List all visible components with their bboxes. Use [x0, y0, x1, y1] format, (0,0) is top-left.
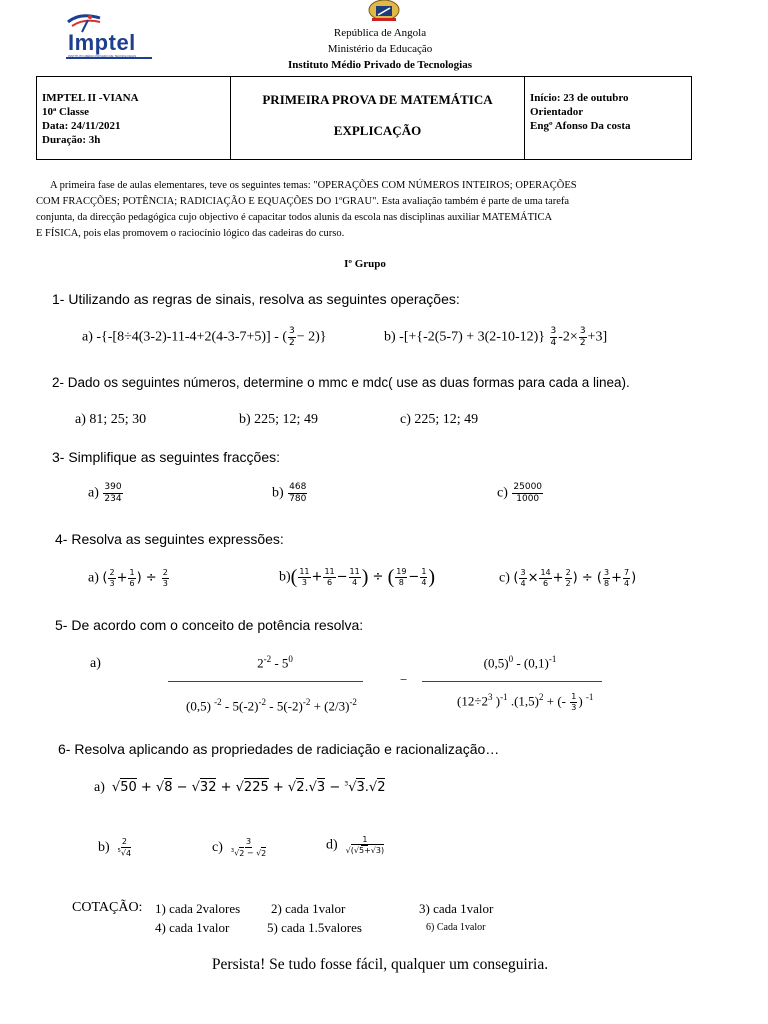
- q1-b-end: +3]: [587, 329, 608, 345]
- q1-a-expr: a) -{-[8÷4(3-2)-11-4+2(4-3-7+5)] - (: [82, 329, 287, 345]
- q5-line2: [422, 681, 602, 682]
- q5-minus: −: [400, 672, 408, 687]
- advisor-label: Orientador: [530, 106, 584, 118]
- q4-c: c) ( $\frac{3}{4}$ × $\frac{14}{6}$ + $\frac{2}{2}$ ) ÷ ( $\frac{3}{8}$ + $\frac{7}{4}$ ): [499, 568, 637, 588]
- cotacao-1: 1) cada 2valores: [155, 901, 241, 916]
- header-institute: Instituto Médio Privado de Tecnologias: [288, 59, 472, 71]
- school-name: IMPTEL II -VIANA: [42, 92, 139, 104]
- fraction: $\frac{3}{^3√2 - √2}$: [230, 837, 267, 858]
- fraction: $\frac{3}{4}$: [550, 326, 557, 348]
- class-label: 10ª Classe: [42, 106, 89, 118]
- cotacao-5: 5) cada 1.5valores: [267, 920, 362, 935]
- info-box: [36, 76, 692, 160]
- fraction: $\frac{390}{234}$: [104, 482, 122, 504]
- duration-label: Duração: 3h: [42, 134, 101, 146]
- cotacao-3: 3) cada 1valor: [419, 901, 494, 916]
- q1-text: 1- Utilizando as regras de sinais, resolva as seguintes operações:: [52, 291, 460, 307]
- intro-line-3: conjunta, da direcção pedagógica cujo objectivo é capacitar todos alunis da escola nas disciplinas auxiliar MATEMÁTICA: [36, 212, 553, 223]
- start-date: Início: 23 de outubro: [530, 92, 629, 104]
- advisor-name: Engº Afonso Da costa: [530, 120, 631, 132]
- fraction: $\frac{2}{2}$: [565, 568, 571, 588]
- q4-a: a) ( $\frac{2}{3}$ + $\frac{1}{6}$ ) ÷ $\frac{2}{3}$: [88, 568, 168, 588]
- info-divider-left: [230, 77, 231, 159]
- date-label: Data: 24/11/2021: [42, 120, 121, 132]
- q3-b: b) $\frac{468}{780}$: [272, 482, 307, 504]
- header-ministry: Ministério da Educação: [327, 43, 433, 55]
- q1-b-expr: b) -[+{-2(5-7) + 3(2-10-12)}: [384, 329, 546, 345]
- logo-text: Imptel: [68, 30, 136, 55]
- q5-line1: [168, 681, 363, 682]
- fraction: $\frac{3}{8}$: [603, 568, 610, 588]
- fraction: $\frac{11}{3}$: [299, 567, 310, 587]
- cotacao-4: 4) cada 1valor: [155, 920, 230, 935]
- cotacao-2: 2) cada 1valor: [271, 901, 346, 916]
- q2-b: b) 225; 12; 49: [239, 412, 318, 427]
- cotacao-6: 6) Cada 1valor: [426, 922, 486, 933]
- imptel-logo: [60, 8, 160, 63]
- footer-motto: Persista! Se tudo fosse fácil, qualquer um conseguiria.: [211, 956, 549, 973]
- intro-line-2: COM FRACÇÕES; POTÊNCIA; RADICIAÇÃO E EQUAÇÕES DO 1ºGRAU". Esta avaliação também é parte de uma tarefa: [36, 196, 570, 207]
- q5-den1: (0,5) $^{-2} - 5(-2)^{-2} - 5(-2)^{-2} + (2/3)^{-2}$: [186, 697, 357, 714]
- exam-title: PRIMEIRA PROVA DE MATEMÁTICA: [262, 92, 493, 107]
- fraction: $\frac{2}{3}$: [162, 568, 168, 588]
- header-republic: República de Angola: [333, 27, 427, 39]
- fraction: $\frac{11}{6}$: [324, 567, 335, 587]
- q3-a: a) $\frac{390}{234}$: [88, 482, 122, 504]
- fraction: $\frac{14}{6}$: [540, 568, 551, 588]
- fraction: $\frac{1}{4}$: [421, 567, 427, 587]
- q6-a: a) √50 + √8 − √32 + √225 + √2.√3 − $^3$√3.√2: [94, 780, 386, 795]
- q4-b: b)( $\frac{11}{3}$ + $\frac{11}{6}$ − $\frac{11}{4}$ ) ÷ ( $\frac{19}{8}$ − $\frac{1}{4}$ ): [279, 566, 436, 588]
- q1-a: [82, 327, 327, 348]
- fraction: $\frac{2}{^5√4}$: [117, 837, 132, 858]
- fraction: $\frac{3}{2}$: [579, 326, 586, 348]
- intro-line-4: E FÍSICA, pois elas promovem o raciocínio lógico das cadeiras do curso.: [36, 228, 345, 239]
- q6-d: d) $\frac{1}{√(√5+√3)}$: [326, 835, 385, 855]
- fraction: $\frac{468}{780}$: [289, 482, 307, 504]
- info-right: [530, 91, 631, 133]
- fraction: $\frac{1}{6}$: [129, 568, 135, 588]
- emblem-icon: [366, 0, 402, 24]
- q1-a-end: − 2)}: [296, 329, 327, 345]
- fraction: $\frac{3}{4}$: [520, 568, 526, 588]
- q6-c: c) $\frac{3}{^3√2 - √2}$: [212, 837, 267, 858]
- info-left: [42, 91, 139, 147]
- q5-text: 5- De acordo com o conceito de potência resolva:: [55, 617, 364, 633]
- q5-a-label: a): [90, 656, 101, 671]
- fraction: $\frac{3}{2}$: [288, 326, 295, 348]
- fraction: $\frac{2}{3}$: [109, 568, 115, 588]
- logo-tagline: INSTITUTO MÉDIO PRIVADO DE TECNOLOGIAS: [68, 54, 137, 58]
- fraction: $\frac{7}{4}$: [623, 568, 630, 588]
- q6-b: b) $\frac{2}{^5√4}$: [98, 837, 132, 858]
- fraction: $\frac{25000}{1000}$: [513, 482, 543, 504]
- q6-text: 6- Resolva aplicando as propriedades de radiciação e racionalização…: [58, 741, 500, 757]
- q5-num2: $(0,5)^0 - (0,1)^{-1}$: [483, 654, 557, 671]
- angola-emblem: [366, 0, 402, 24]
- fraction: $\frac{11}{4}$: [349, 567, 360, 587]
- cotacao-label: COTAÇÃO:: [72, 900, 143, 915]
- q3-text: 3- Simplifique as seguintes fracções:: [52, 449, 280, 465]
- info-divider-right: [524, 77, 525, 159]
- q2-a: a) 81; 25; 30: [75, 412, 147, 427]
- q3-c: c) $\frac{25000}{1000}$: [497, 482, 543, 504]
- fraction: $\frac{19}{8}$: [396, 567, 407, 587]
- intro-line-1: A primeira fase de aulas elementares, teve os seguintes temas: "OPERAÇÕES COM NÚMEROS INTEIROS; OPERAÇÕES: [50, 180, 577, 191]
- exam-subtitle: EXPLICAÇÃO: [333, 123, 422, 138]
- q1-b-mid: -2×: [558, 329, 578, 345]
- q5-num1: $2^{-2} - 5^0$: [257, 654, 293, 671]
- q2-c: c) 225; 12; 49: [400, 412, 479, 427]
- fraction: $\frac{1}{3}$: [571, 691, 577, 712]
- fraction: $\frac{1}{√(√5+√3)}$: [345, 835, 385, 855]
- intro-paragraph: [36, 178, 736, 242]
- group-title: Iº Grupo: [344, 258, 386, 270]
- q4-text: 4- Resolva as seguintes expressões:: [55, 531, 284, 547]
- q5-den2: ($12\div 2^3$ )$^{-1}$ $.(1,5)^2$ + (- $\frac{1}{3}$ ) $^{-1}$: [457, 691, 594, 712]
- q1-b: [384, 327, 607, 348]
- q2-text: 2- Dado os seguintes números, determine o mmc e mdc( use as duas formas para cada a linea).: [52, 375, 630, 390]
